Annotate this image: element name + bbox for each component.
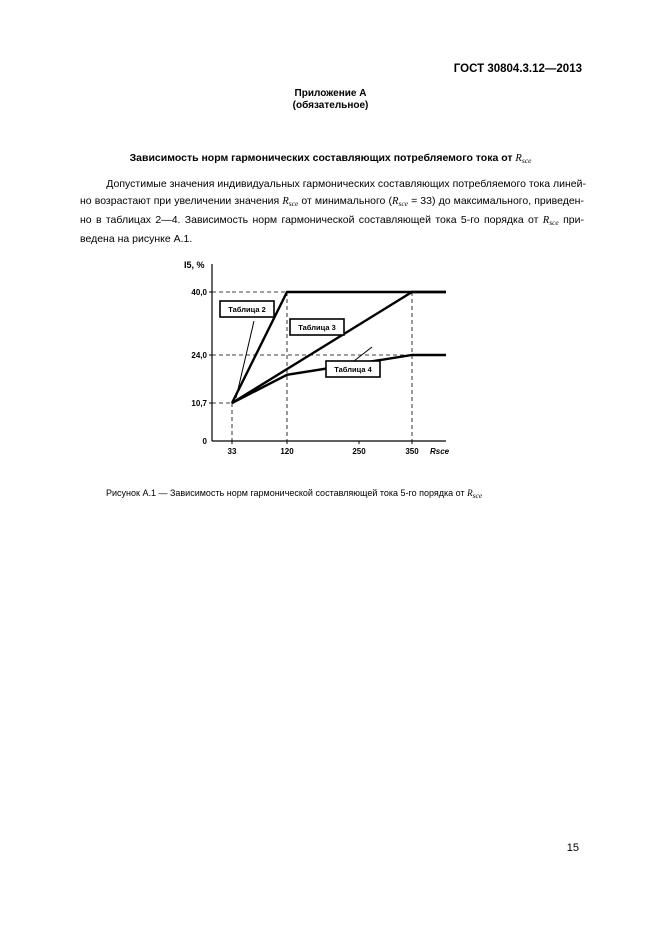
series-label: Таблица 3 — [298, 323, 336, 332]
annex-title — [0, 88, 661, 112]
section-title-text: Зависимость норм гармонических составляющих потребляемого тока от — [129, 152, 513, 164]
x-tick-label: 33 — [227, 447, 237, 456]
x-tick-label: 250 — [352, 447, 366, 456]
y-tick-label: 40,0 — [191, 288, 207, 297]
paragraph-line-2: но возрастают при увеличении значения $R_{sce}$ от минимального $(R_{sce} = 33)$ до максимального, приведен- — [80, 195, 584, 208]
paragraph-line-4: ведена на рисунке А.1. — [80, 233, 193, 245]
x-tick-label: 350 — [405, 447, 419, 456]
paragraph-line-3: но в таблицах 2—4. Зависимость норм гармонической составляющей тока 5-го порядка от $R_{sce}$ при- — [80, 214, 584, 227]
series-leader-line — [354, 347, 372, 361]
annex-label: Приложение А — [294, 88, 367, 99]
x-axis-label: Rsce — [430, 447, 450, 456]
paragraph-line-1: Допустимые значения индивидуальных гармонических составляющих потребляемого тока линей- — [106, 178, 586, 190]
page-number: 15 — [566, 842, 579, 854]
series-leader-line — [236, 321, 254, 398]
x-tick-label: 120 — [280, 447, 294, 456]
harmonic-limit-chart — [170, 250, 460, 465]
y-axis-label: I5, % — [184, 260, 205, 270]
y-tick-label: 24,0 — [191, 351, 207, 360]
y-tick-label: 10,7 — [191, 399, 207, 408]
document-code: ГОСТ 30804.3.12—2013 — [453, 63, 582, 75]
figure-caption — [106, 488, 482, 500]
section-title — [0, 152, 661, 165]
series-label: Таблица 2 — [228, 305, 266, 314]
section-symbol: $R_{sce}$ — [515, 153, 532, 165]
y-tick-label: 0 — [202, 437, 207, 446]
figure-caption-symbol: $R_{sce}$ — [467, 488, 483, 500]
annex-status: (обязательное) — [292, 100, 369, 111]
figure-caption-text: Рисунок А.1 — Зависимость норм гармонической составляющей тока 5-го порядка от — [106, 488, 465, 498]
series-label: Таблица 4 — [334, 365, 372, 374]
body-paragraph — [80, 176, 584, 248]
